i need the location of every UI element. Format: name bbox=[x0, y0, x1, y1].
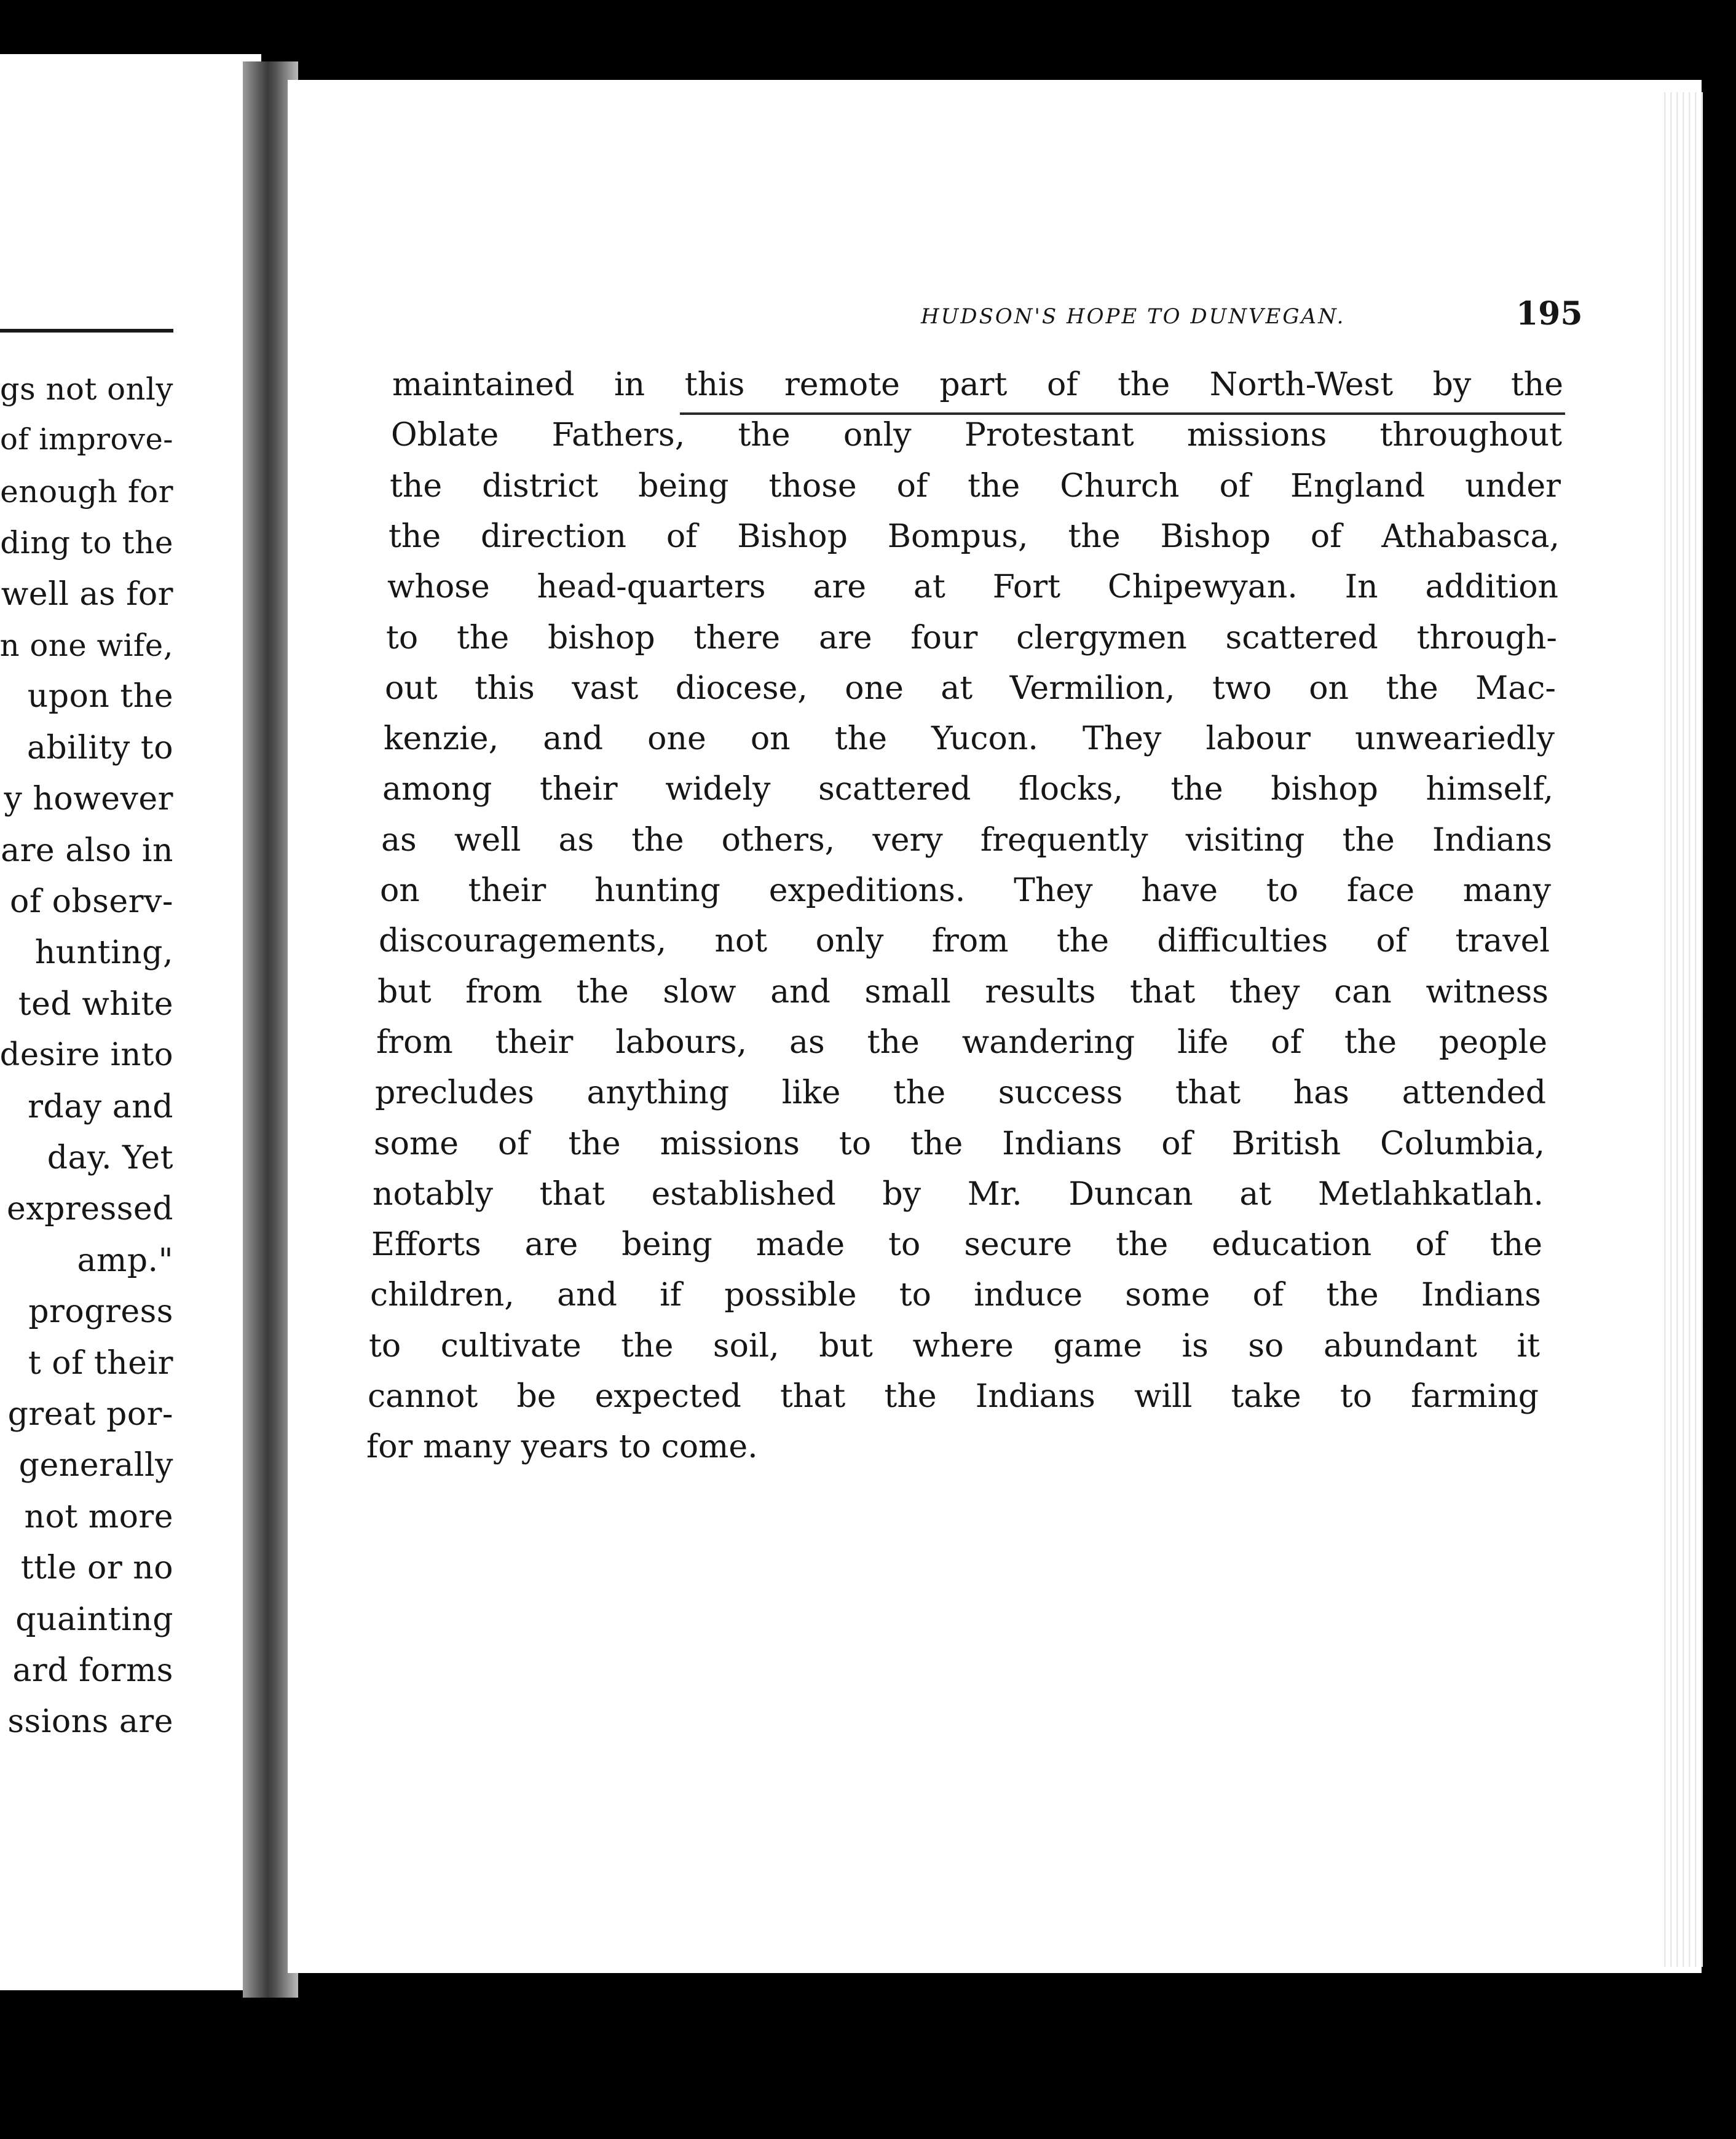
body-line: to the bishop there are four clergymen scattered through- bbox=[386, 619, 1557, 656]
left-line: t of their bbox=[28, 1344, 173, 1382]
left-line: amp." bbox=[77, 1242, 173, 1279]
body-line: whose head-quarters are at Fort Chipewyan. In addition bbox=[387, 569, 1558, 606]
body-line: maintained in this remote part of the North-West by the bbox=[392, 366, 1563, 403]
left-line: great por- bbox=[7, 1396, 173, 1433]
body-line: children, and if possible to induce some of the Indians bbox=[370, 1277, 1541, 1314]
left-line: ssions are bbox=[7, 1703, 173, 1741]
body-line: among their widely scattered flocks, the bishop himself, bbox=[382, 771, 1553, 808]
left-line: ability to bbox=[26, 729, 173, 766]
left-line: of observ- bbox=[10, 883, 173, 920]
body-line: to cultivate the soil, but where game is so abundant it bbox=[369, 1327, 1540, 1365]
body-line: on their hunting expeditions. They have to face many bbox=[380, 872, 1551, 909]
body-line: cannot be expected that the Indians will take to farming bbox=[368, 1378, 1539, 1415]
left-line: progress bbox=[28, 1293, 173, 1331]
left-line: gs not only bbox=[0, 371, 173, 407]
body-line: some of the missions to the Indians of British Columbia, bbox=[374, 1125, 1545, 1162]
left-line: ding to the bbox=[0, 525, 173, 561]
body-line: for many years to come. bbox=[366, 1428, 758, 1466]
left-line: day. Yet bbox=[47, 1140, 173, 1176]
left-line: not more bbox=[24, 1498, 173, 1535]
left-page bbox=[0, 54, 261, 1990]
body-line: notably that established by Mr. Duncan at Metlahkatlah. bbox=[373, 1175, 1544, 1213]
left-line: enough for bbox=[0, 473, 173, 510]
body-line: as well as the others, very frequently visiting the Indians bbox=[381, 821, 1552, 859]
page-number: 195 bbox=[1516, 295, 1583, 333]
left-line: n one wife, bbox=[0, 628, 173, 663]
left-line: desire into bbox=[0, 1037, 173, 1074]
left-line: ard forms bbox=[12, 1652, 173, 1689]
body-line: kenzie, and one on the Yucon. They labour unweariedly bbox=[384, 720, 1555, 758]
body-line: Efforts are being made to secure the education of the bbox=[371, 1226, 1542, 1264]
left-line: ttle or no bbox=[20, 1550, 173, 1587]
body-line: from their labours, as the wandering life of the people bbox=[376, 1023, 1547, 1061]
body-line: but from the slow and small results that they can witness bbox=[377, 973, 1549, 1010]
left-line: ted white bbox=[18, 985, 173, 1023]
body-line: the direction of Bishop Bompus, the Bishop of Athabasca, bbox=[389, 518, 1560, 555]
body-line: the district being those of the Church of England under bbox=[390, 467, 1561, 505]
page-edges bbox=[1660, 92, 1703, 1967]
left-line: of improve- bbox=[0, 423, 173, 457]
right-page bbox=[288, 80, 1702, 1973]
left-line: quainting bbox=[15, 1601, 173, 1638]
body-line: precludes anything like the success that has attended bbox=[375, 1074, 1546, 1112]
running-head: HUDSON'S HOPE TO DUNVEGAN. bbox=[921, 304, 1346, 329]
left-line: upon the bbox=[27, 678, 173, 715]
body-line: out this vast diocese, one at Vermilion, two on the Mac- bbox=[385, 669, 1556, 707]
left-line: expressed bbox=[7, 1191, 173, 1228]
left-line: are also in bbox=[1, 832, 173, 869]
running-head-rule bbox=[680, 412, 1565, 415]
left-line: well as for bbox=[1, 575, 173, 613]
left-line: hunting, bbox=[34, 934, 173, 972]
body-line: Oblate Fathers, the only Protestant missions throughout bbox=[391, 417, 1562, 454]
left-line: rday and bbox=[28, 1088, 173, 1125]
left-line: y however bbox=[4, 781, 173, 818]
left-page-head-rule bbox=[0, 329, 173, 333]
body-line: discouragements, not only from the difficulties of travel bbox=[379, 923, 1550, 960]
left-line: generally bbox=[18, 1447, 173, 1484]
